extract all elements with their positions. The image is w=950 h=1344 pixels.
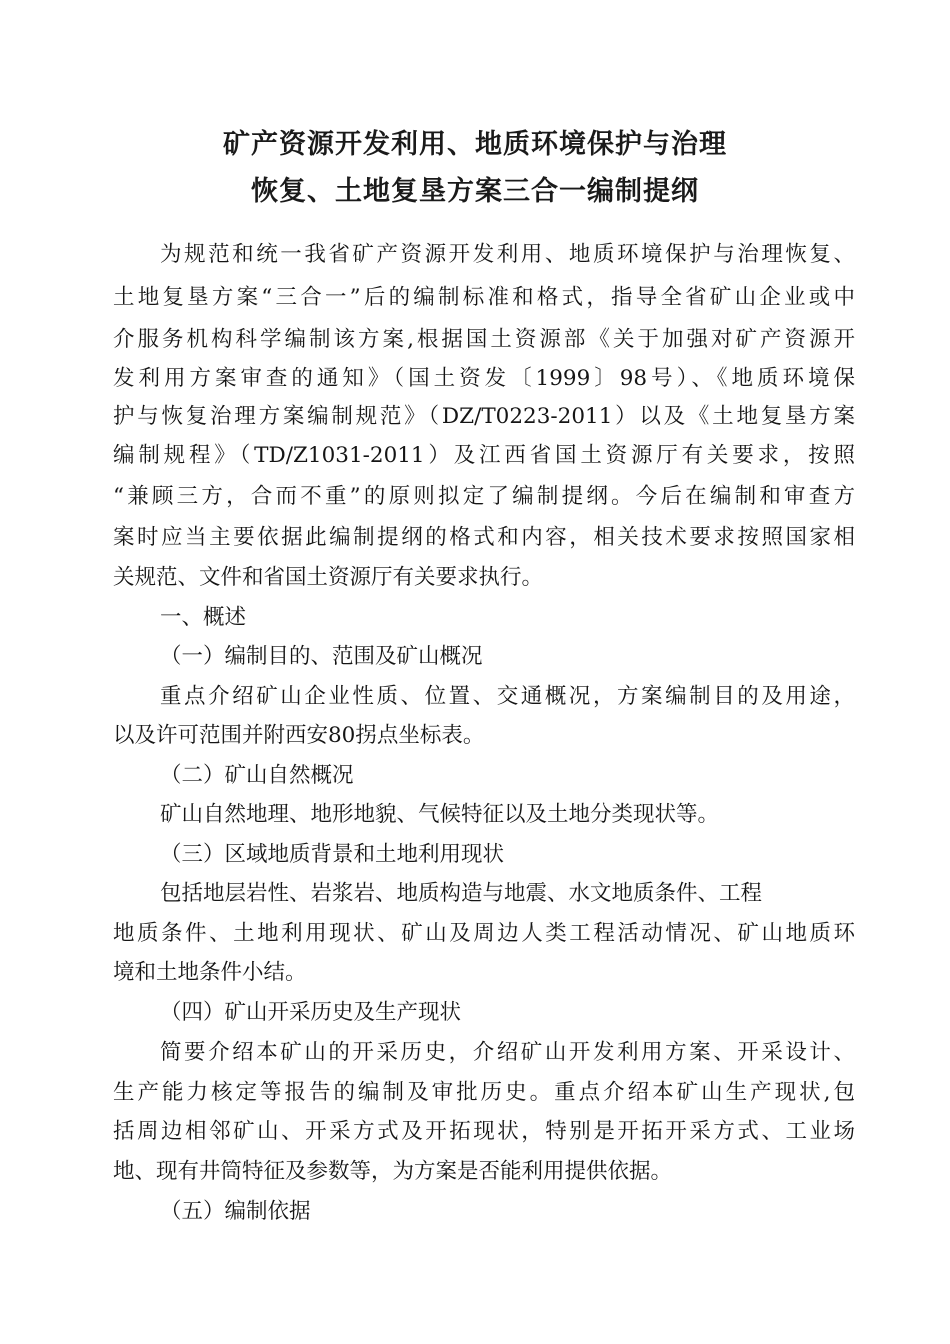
paragraph-line: 矿山自然地理、地形地貌、气候特征以及土地分类现状等。 (160, 802, 720, 827)
paragraph-line: 地、现有井筒特征及参数等，为方案是否能利用提供依据。 (113, 1159, 673, 1184)
paragraph-line: 括周边相邻矿山、开采方式及开拓现状，特别是开拓开采方式、工业场 (113, 1119, 855, 1144)
paragraph-line: 生产能力核定等报告的编制及审批历史。重点介绍本矿山生产现状,包 (113, 1080, 855, 1105)
intro-paragraph-line: 介服务机构科学编制该方案,根据国土资源部《关于加强对矿产资源开 (113, 327, 855, 352)
document-title-line-1: 矿产资源开发利用、地质环境保护与治理 (223, 129, 727, 160)
subsection-heading-3: （三）区域地质背景和土地利用现状 (160, 842, 505, 867)
subsection-heading-2: （二）矿山自然概况 (160, 763, 354, 788)
subsection-heading-5: （五）编制依据 (160, 1199, 311, 1224)
intro-paragraph-line: 编制规程》（TD/Z1031-2011）及江西省国土资源厅有关要求，按照 (113, 443, 855, 468)
intro-paragraph-line: 护与恢复治理方案编制规范》（DZ/T0223-2011）以及《土地复垦方案 (113, 404, 855, 429)
paragraph-line: 地质条件、土地利用现状、矿山及周边人类工程活动情况、矿山地质环 (113, 921, 855, 946)
intro-paragraph-line: 发利用方案审查的通知》（国土资发〔1999〕98号）、《地质环境保 (113, 366, 855, 391)
paragraph-line: 以及许可范围并附西安80拐点坐标表。 (113, 723, 485, 748)
paragraph-line: 重点介绍矿山企业性质、位置、交通概况，方案编制目的及用途， (160, 684, 855, 709)
intro-paragraph-line: 土地复垦方案“三合一”后的编制标准和格式，指导全省矿山企业或中 (113, 285, 855, 310)
subsection-heading-1: （一）编制目的、范围及矿山概况 (160, 644, 483, 669)
subsection-heading-4: （四）矿山开采历史及生产现状 (160, 1000, 462, 1025)
paragraph-line: 境和土地条件小结。 (113, 960, 307, 985)
intro-paragraph-line: 关规范、文件和省国土资源厅有关要求执行。 (113, 565, 544, 590)
intro-paragraph-line: 为规范和统一我省矿产资源开发利用、地质环境保护与治理恢复、 (160, 242, 855, 267)
document-title-line-2: 恢复、土地复垦方案三合一编制提纲 (251, 176, 699, 207)
section-heading-overview: 一、概述 (160, 605, 247, 630)
paragraph-line: 包括地层岩性、岩浆岩、地质构造与地震、水文地质条件、工程 (160, 881, 763, 906)
intro-paragraph-line: 案时应当主要依据此编制提纲的格式和内容，相关技术要求按照国家相 (113, 525, 855, 550)
intro-paragraph-line: “兼顾三方，合而不重”的原则拟定了编制提纲。今后在编制和审查方 (113, 484, 855, 509)
paragraph-line: 简要介绍本矿山的开采历史，介绍矿山开发利用方案、开采设计、 (160, 1040, 855, 1065)
